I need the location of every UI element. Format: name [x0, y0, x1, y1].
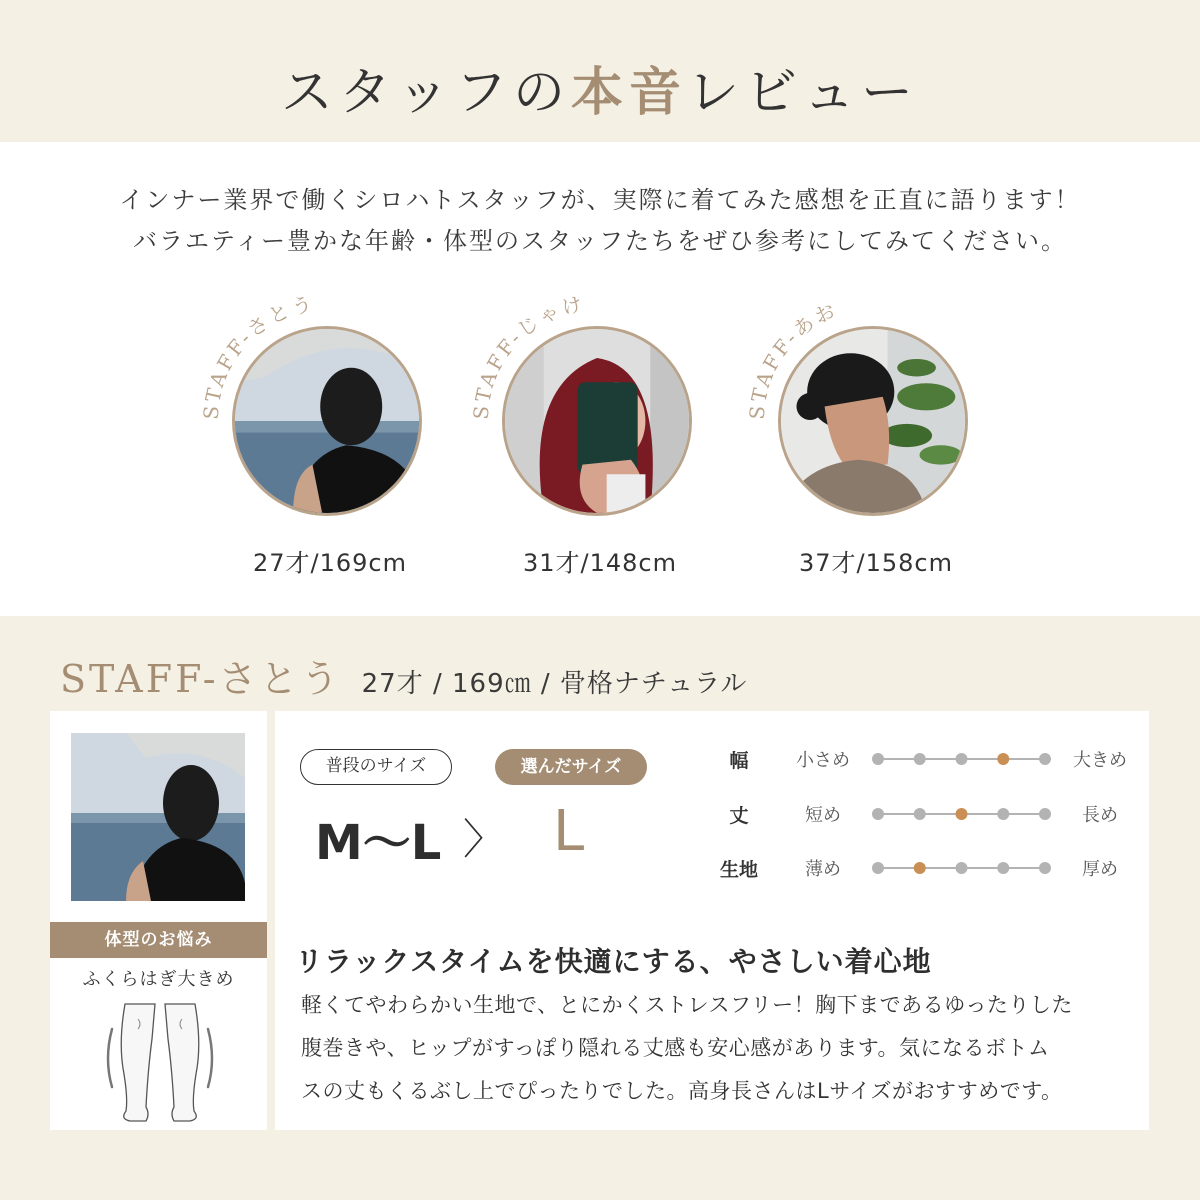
scale-left-label: 薄め — [805, 859, 841, 880]
staff-age-height: 37才/158cm — [798, 549, 953, 577]
intro-line-2: バラエティー豊かな年齢・体型のスタッフたちをぜひ参考にしてみてください。 — [132, 227, 1068, 255]
scale-dot-selected — [914, 862, 926, 874]
staff-name: STAFF-じゃけ — [468, 291, 588, 421]
usual-size-value: M〜L — [315, 815, 442, 871]
scale-dot — [872, 862, 884, 874]
staff-age-height: 27才/169cm — [252, 549, 407, 577]
review-line: 軽くてやわらかい生地で、とにかくストレスフリー！胸下まであるゆったりした — [301, 993, 1073, 1017]
detail-header — [60, 648, 747, 703]
concern-label: 体型のお悩み — [50, 922, 267, 958]
scale-left-label: 小さめ — [796, 750, 850, 771]
scale-right-label: 長め — [1082, 805, 1118, 826]
intro-text — [0, 180, 1200, 262]
scale-dot-selected — [956, 808, 968, 820]
chevron-right-icon: 〉 — [463, 815, 506, 864]
staff-card-sato[interactable] — [170, 290, 430, 580]
chosen-size-value: L — [553, 799, 585, 864]
review-title: リラックスタイムを快適にする、やさしい着心地 — [295, 945, 932, 978]
scale-dot — [997, 808, 1009, 820]
concern-text: ふくらはぎ大きめ — [82, 969, 235, 990]
scale-dot — [956, 753, 968, 765]
scale-dot — [1039, 808, 1051, 820]
scale-dot — [914, 753, 926, 765]
title-post: レビュー — [687, 63, 920, 123]
staff-age-height: 31才/148cm — [522, 549, 677, 577]
scale-right-label: 厚め — [1082, 859, 1118, 880]
staff-card-ao[interactable] — [716, 290, 976, 580]
review-line: スの丈もくるぶし上でぴったりでした。高身長さんはLサイズがおすすめです。 — [301, 1079, 1063, 1103]
scale-dot — [872, 808, 884, 820]
staff-photo — [502, 326, 692, 516]
intro-line-1: インナー業界で働くシロハトスタッフが、実際に着てみた感想を正直に語ります！ — [119, 186, 1081, 214]
scale-track — [869, 749, 1054, 769]
scale-left-label: 短め — [805, 805, 841, 826]
scale-category: 生地 — [719, 859, 758, 881]
scale-row-length — [705, 801, 1135, 831]
scale-dot — [914, 808, 926, 820]
scale-track — [869, 804, 1054, 824]
plant-profile-photo-icon — [781, 329, 965, 513]
umbrella-seaside-photo-icon — [71, 733, 245, 901]
scale-category: 幅 — [729, 750, 749, 772]
scale-dot — [956, 862, 968, 874]
staff-name: STAFF-あお — [744, 297, 842, 421]
scale-dot — [1039, 753, 1051, 765]
umbrella-seaside-photo-icon — [235, 329, 419, 513]
scale-dot-selected — [997, 753, 1009, 765]
chosen-size-label: 選んだサイズ — [495, 749, 647, 785]
review-line: 腹巻きや、ヒップがすっぽり隠れる丈感も安心感があります。気になるボトム — [301, 1036, 1050, 1060]
profile-photo — [71, 733, 245, 901]
scale-dot — [1039, 862, 1051, 874]
scale-category: 丈 — [729, 805, 749, 827]
calves-illustration-icon — [100, 999, 220, 1124]
review-panel — [275, 711, 1149, 1130]
page-title — [0, 50, 1200, 125]
staff-photo — [232, 326, 422, 516]
scale-right-label: 大きめ — [1073, 750, 1127, 771]
staff-name: STAFF-さとう — [198, 291, 318, 421]
staff-card-jake[interactable] — [440, 290, 700, 580]
review-body — [301, 984, 1136, 1113]
scale-row-width — [705, 746, 1135, 776]
usual-size-label: 普段のサイズ — [300, 749, 452, 785]
staff-photo — [778, 326, 968, 516]
detail-staff-name: STAFF-さとう — [60, 657, 342, 701]
scale-dot — [997, 862, 1009, 874]
scale-dot — [872, 753, 884, 765]
detail-staff-meta: 27才 / 169㎝ / 骨格ナチュラル — [361, 669, 748, 699]
title-pre: スタッフの — [280, 63, 571, 123]
title-highlight: 本音 — [570, 62, 687, 123]
scale-row-fabric — [705, 855, 1135, 885]
profile-panel — [50, 711, 267, 1130]
mirror-selfie-photo-icon — [505, 329, 689, 513]
scale-track — [869, 858, 1054, 878]
